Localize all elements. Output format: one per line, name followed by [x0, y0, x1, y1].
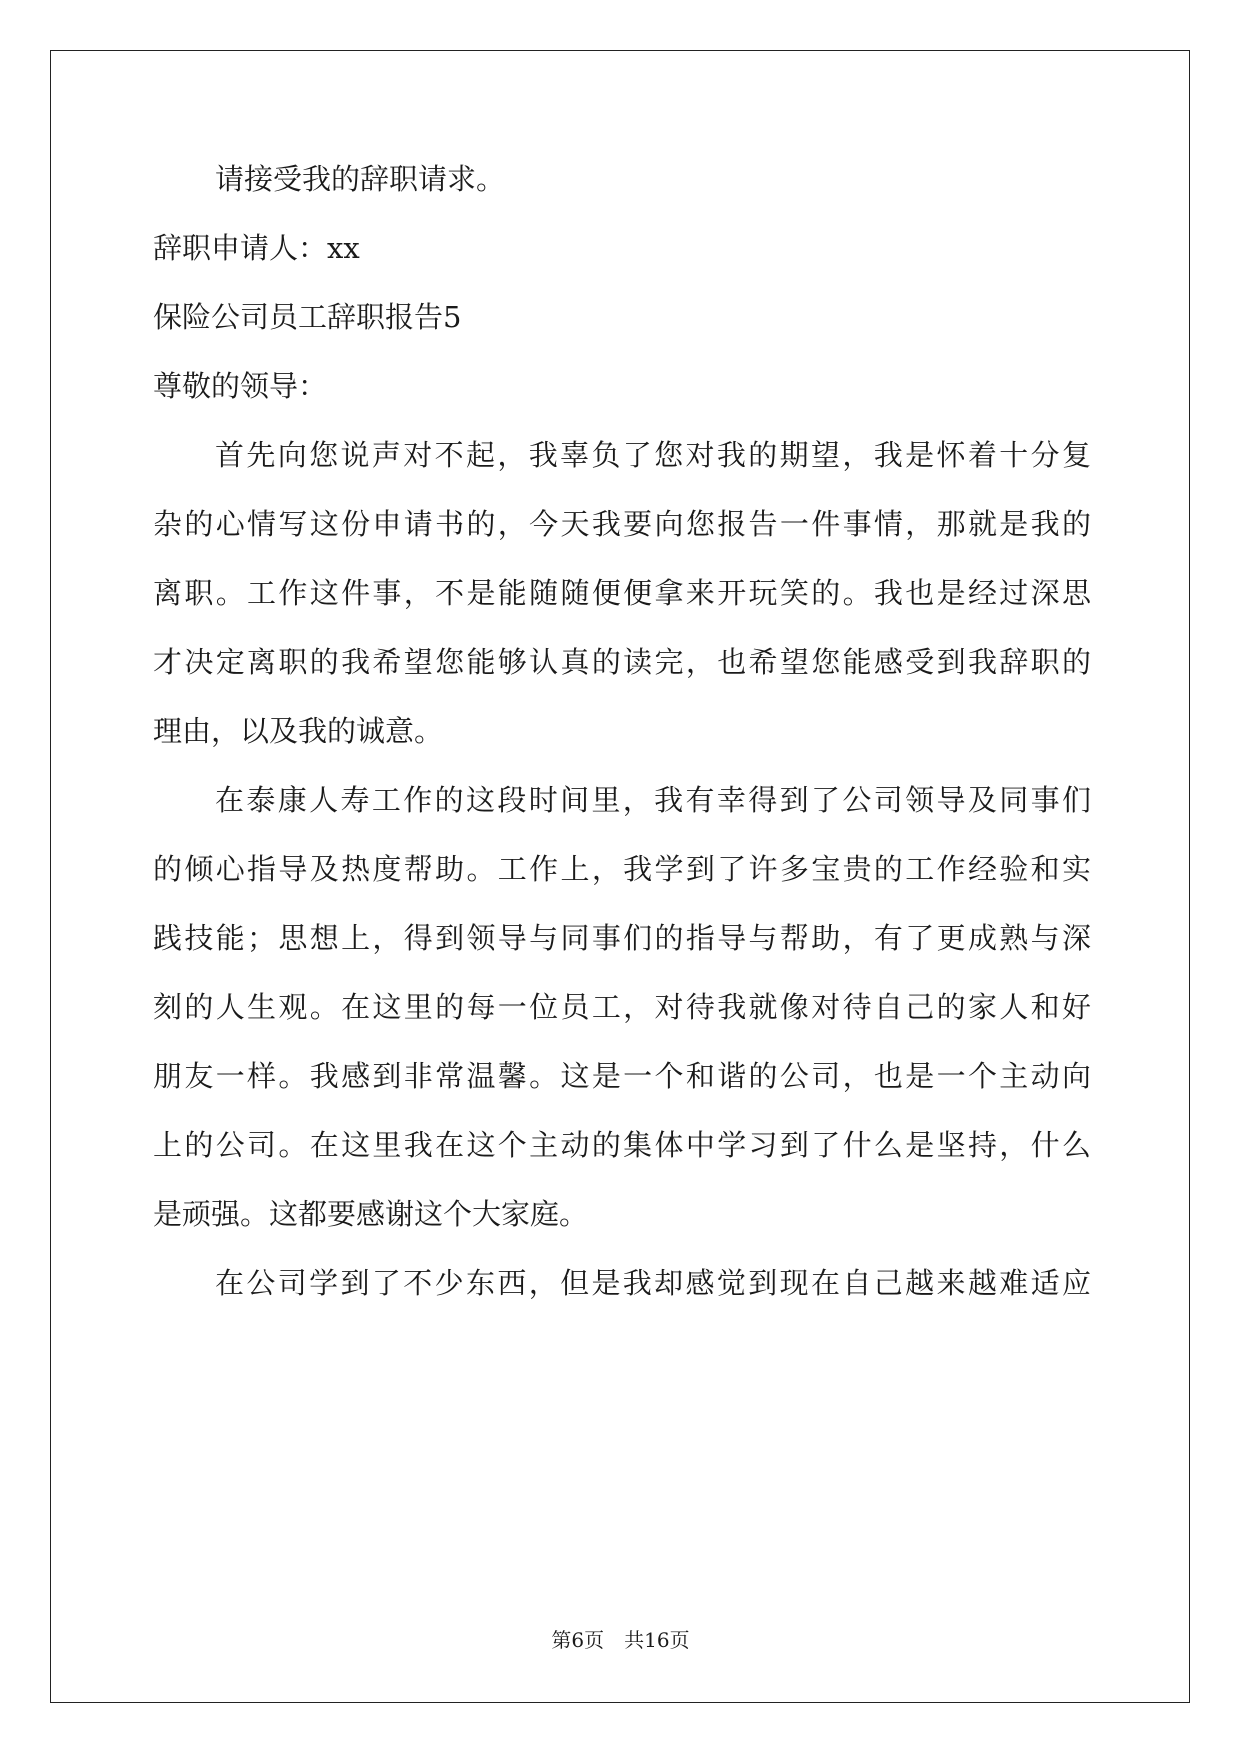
text-line: 首先向您说声对不起，我辜负了您对我的期望，我是怀着十分复 [215, 438, 1091, 472]
page-number-footer: 第6页 共16页 [551, 1628, 690, 1652]
text-line: 才决定离职的我希望您能够认真的读完，也希望您能感受到我辞职的 [153, 645, 1091, 679]
text-line: 在泰康人寿工作的这段时间里，我有幸得到了公司领导及同事们 [215, 783, 1091, 817]
text-line: 践技能；思想上，得到领导与同事们的指导与帮助，有了更成熟与深 [153, 921, 1091, 955]
text-line: 在公司学到了不少东西，但是我却感觉到现在自己越来越难适应 [215, 1266, 1091, 1300]
text-line: 杂的心情写这份申请书的，今天我要向您报告一件事情，那就是我的 [153, 507, 1091, 541]
text-line: 是顽强。这都要感谢这个大家庭。 [153, 1197, 589, 1231]
text-line: 朋友一样。我感到非常温馨。这是一个和谐的公司，也是一个主动向 [153, 1059, 1091, 1093]
text-line: 上的公司。在这里我在这个主动的集体中学习到了什么是坚持，什么 [153, 1128, 1091, 1162]
text-line: 保险公司员工辞职报告5 [153, 300, 462, 334]
text-line: 刻的人生观。在这里的每一位员工，对待我就像对待自己的家人和好 [153, 990, 1091, 1024]
text-line: 辞职申请人：xx [153, 231, 360, 265]
text-line: 的倾心指导及热度帮助。工作上，我学到了许多宝贵的工作经验和实 [153, 852, 1091, 886]
text-line: 请接受我的辞职请求。 [215, 162, 506, 196]
document-body [153, 160, 1091, 1302]
text-line: 尊敬的领导： [153, 369, 328, 403]
text-line: 理由，以及我的诚意。 [153, 714, 444, 748]
text-line: 离职。工作这件事，不是能随随便便拿来开玩笑的。我也是经过深思 [153, 576, 1091, 610]
